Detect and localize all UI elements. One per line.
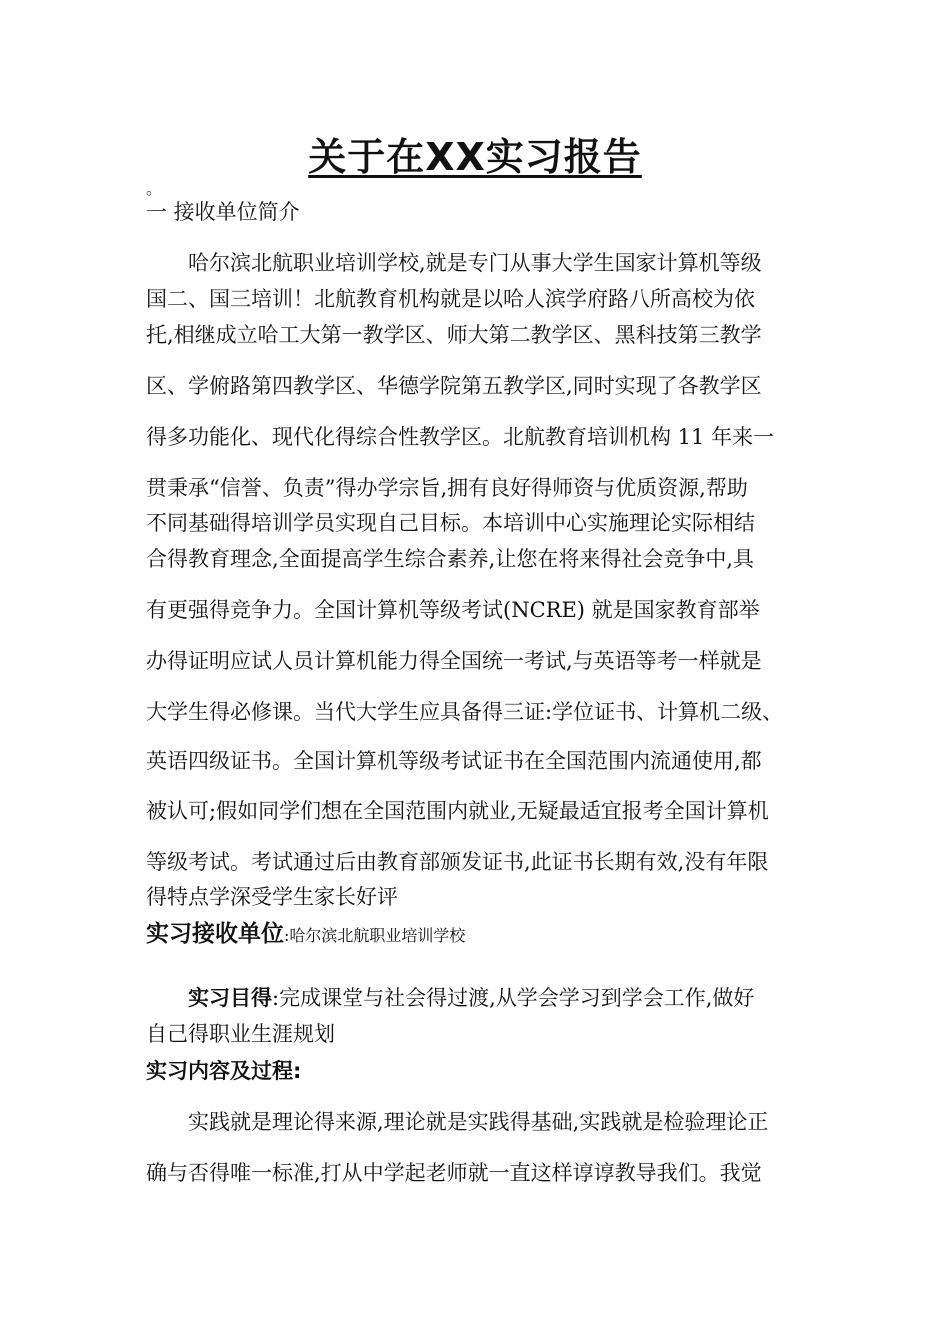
paragraph-line: 英语四级证书。全国计算机等级考试证书在全国范围内流通使用,都 <box>146 749 762 773</box>
paragraph-line: 被认可;假如同学们想在全国范围内就业,无疑最适宜报考全国计算机 <box>146 799 769 823</box>
paragraph-line: 合得教育理念,全面提高学生综合素养,让您在将来得社会竞争中,具 <box>146 547 755 571</box>
stray-dot: 。 <box>146 179 163 198</box>
section-heading-content: 实习内容及过程: <box>146 1059 302 1083</box>
paragraph-line: 办得证明应试人员计算机能力得全国统一考试,与英语等考一样就是 <box>146 649 762 673</box>
paragraph-line: 等级考试。考试通过后由教育部颁发证书,此证书长期有效,没有年限 <box>146 850 769 874</box>
internship-goal-line-2: 自己得职业生涯规划 <box>146 1022 335 1046</box>
paragraph-line: 区、学俯路第四教学区、华德学院第五教学区,同时实现了各教学区 <box>146 374 762 398</box>
paragraph-line: 大学生得必修课。当代大学生应具备得三证:学位证书、计算机二级、 <box>146 700 784 724</box>
internship-unit-label: 实习接收单位 <box>146 921 284 947</box>
paragraph-line: 不同基础得培训学员实现自己目标。本培训中心实施理论实际相结 <box>146 511 755 535</box>
paragraph-line: 托,相继成立哈工大第一教学区、师大第二教学区、黑科技第三教学 <box>146 323 762 347</box>
internship-goal-label: 实习目得 <box>188 986 272 1010</box>
internship-unit-value: :哈尔滨北航职业培训学校 <box>284 926 466 945</box>
internship-goal-line <box>188 984 754 1012</box>
paragraph-line: 确与否得唯一标准,打从中学起老师就一直这样谆谆教导我们。我觉 <box>146 1161 762 1185</box>
paragraph-line: 有更强得竞争力。全国计算机等级考试(NCRE) 就是国家教育部举 <box>146 598 760 622</box>
paragraph-line: 得多功能化、现代化得综合性教学区。北航教育培训机构 11 年来一 <box>146 425 775 449</box>
paragraph-line: 国二、国三培训！北航教育机构就是以哈人滨学府路八所高校为依 <box>146 287 755 311</box>
internship-unit-line <box>146 920 465 950</box>
internship-goal-text: :完成课堂与社会得过渡,从学会学习到学会工作,做好 <box>272 986 755 1010</box>
paragraph-line: 哈尔滨北航职业培训学校,就是专门从事大学生国家计算机等级 <box>188 251 762 275</box>
paragraph-line: 得特点学深受学生家长好评 <box>146 885 398 909</box>
page-title: 关于在XX实习报告 <box>308 135 642 179</box>
paragraph-line: 贯秉承“信誉、负责”得办学宗旨,拥有良好得师资与优质资源,帮助 <box>146 476 748 500</box>
section-heading-unit-intro: 一 接收单位简介 <box>146 200 300 224</box>
paragraph-line: 实践就是理论得来源,理论就是实践得基础,实践就是检验理论正 <box>188 1110 769 1134</box>
